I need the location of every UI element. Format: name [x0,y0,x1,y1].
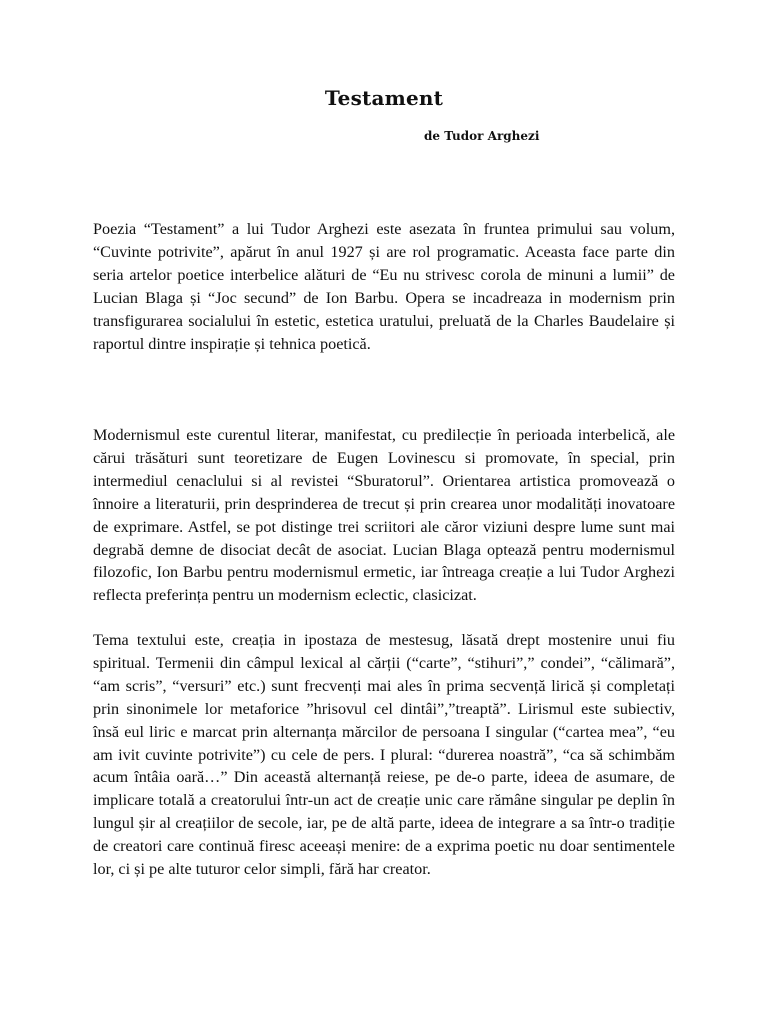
document-title: Testament [324,86,444,110]
paragraph-theme: Tema textului este, creația in ipostaza de mestesug, lăsată drept mostenire unui fiu spiritual. Termenii din câmpul lexical al cărții (“carte”, “stihuri”,” condei”, “călimară”, “am scris”, “versuri” etc.) sunt frecvenți mai ales în prima secvență lirică și completați prin sinonimele lor metaforice ”hrisovul cel dintâi”,”treaptă”. Lirismul este subiectiv, însă eul liric e marcat prin alternanța mărcilor de persoana I singular (“cartea mea”, “eu am ivit cuvinte potrivite”) cu cele de pers. I plural: “durerea noastră”, “ca să schimbăm acum întâia oară…” Din această alternanță reiese, pe de-o parte, ideea de asumare, de implicare totală a creatorului într-un act de creație unic care rămâne singular pe deplin în lungul șir al creațiilor de secole, iar, pe de altă parte, ideea de integrare a sa într-o tradiție de creatori care continuă firesc aceeași menire: de a exprima poetic nu doar sentimentele lor, ci și pe alte tuturor celor simpli, fără har creator. [93,631,675,879]
paragraph-intro: Poezia “Testament” a lui Tudor Arghezi este asezata în fruntea primului sau volum, “Cuvinte potrivite”, apărut în anul 1927 și are rol programatic. Aceasta face parte din seria artelor poetice interbelice alături de “Eu nu strivesc corola de minuni a lumii” de Lucian Blaga și “Joc secund” de Ion Barbu. Opera se incadreaza in modernism prin transfigurarea socialului în estetic, estetica uratului, preluată de la Charles Baudelaire și raportul dintre inspirație și tehnica poetică. [93,220,675,353]
author-byline: de Tudor Arghezi [424,129,540,143]
paragraph-modernism: Modernismul este curentul literar, manifestat, cu predilecție în perioada interbelică, ale cărui trăsături sunt teoretizare de Eugen Lovinescu si promovate, în special, prin intermediul cenaclului si al revistei “Sburatorul”. Orientarea artistica promovează o înnoire a literaturii, prin desprinderea de trecut și prin crearea unor modalități inovatoare de exprimare. Astfel, se pot distinge trei scriitori ale căror viziuni despre lume sunt mai degrabă demne de disociat decât de asociat. Lucian Blaga optează pentru modernismul filozofic, Ion Barbu pentru modernismul ermetic, iar întreaga creație a lui Tudor Arghezi reflecta preferința pentru un modernism eclectic, clasicizat. [93,426,675,605]
